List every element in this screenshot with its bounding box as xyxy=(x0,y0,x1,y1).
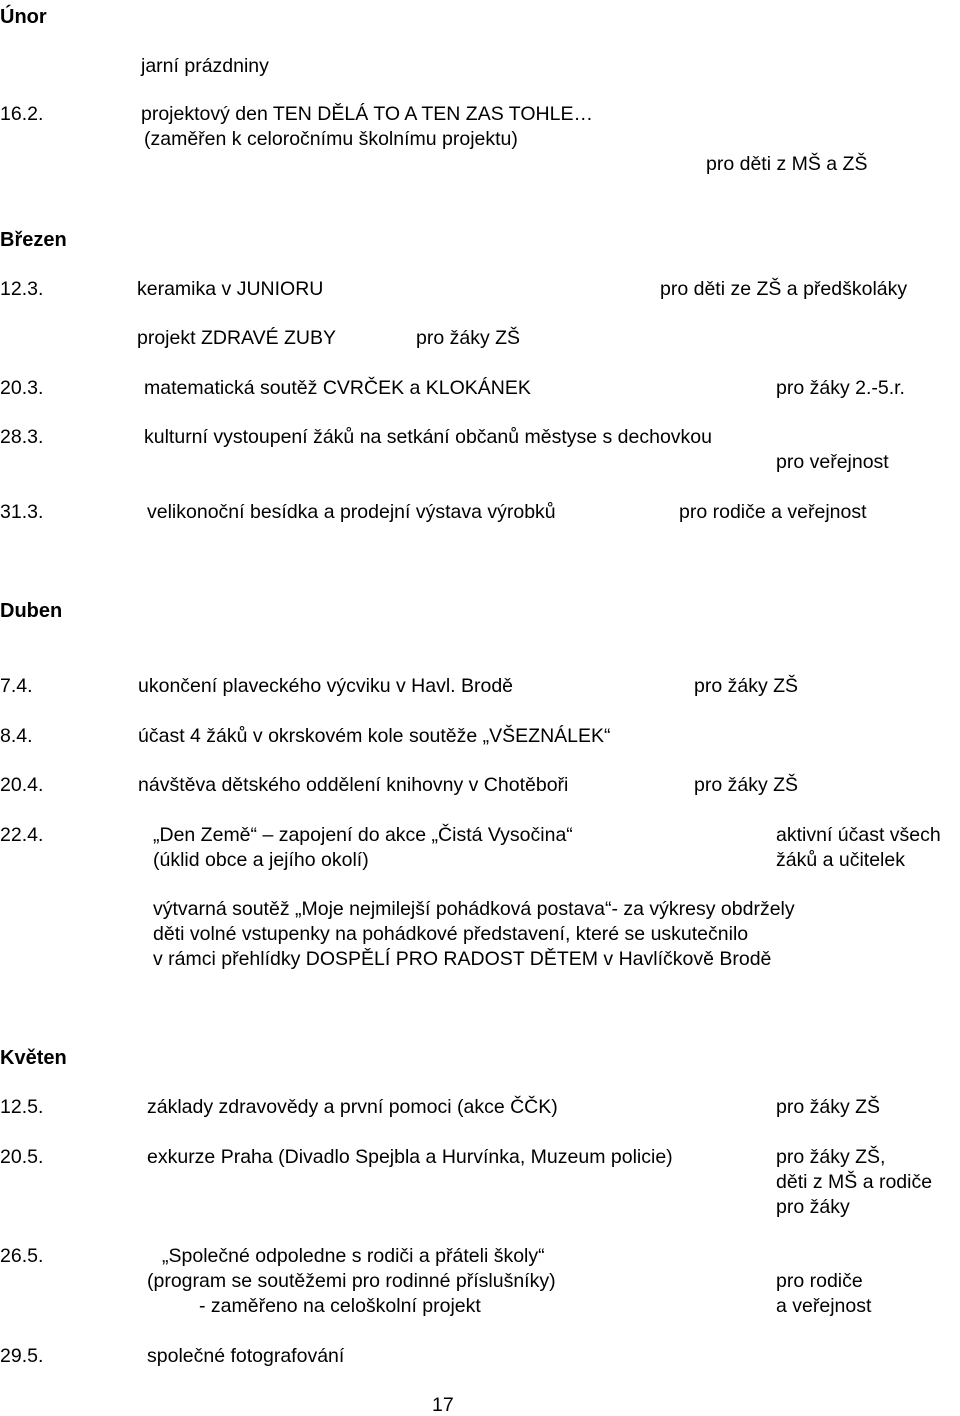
event-text: „Den Země“ – zapojení do akce „Čistá Vysočina“ xyxy=(153,824,573,846)
event-date: 12.3. xyxy=(0,278,44,300)
event-text: keramika v JUNIORU xyxy=(137,278,324,300)
event-target: pro žáky ZŠ xyxy=(776,1096,881,1118)
event-text: (úklid obce a jejího okolí) xyxy=(153,849,369,871)
event-target: pro děti z MŠ a ZŠ xyxy=(706,153,868,175)
event-target: pro žáky ZŠ xyxy=(694,675,799,697)
event-text: - zaměřeno na celoškolní projekt xyxy=(199,1295,481,1317)
event-target: pro veřejnost xyxy=(776,451,889,473)
event-text: (zaměřen k celoročnímu školnímu projektu) xyxy=(144,128,518,150)
event-text: kulturní vystoupení žáků na setkání občanů městyse s dechovkou xyxy=(144,426,712,448)
event-text: (program se soutěžemi pro rodinné příslušníky) xyxy=(147,1270,556,1292)
event-note: výtvarná soutěž „Moje nejmilejší pohádková postava“- za výkresy obdržely xyxy=(153,898,795,920)
event-date: 26.5. xyxy=(0,1245,44,1267)
event-date: 28.3. xyxy=(0,426,44,448)
event-target: děti z MŠ a rodiče xyxy=(776,1171,933,1193)
event-date: 16.2. xyxy=(0,103,44,125)
event-date: 20.5. xyxy=(0,1146,44,1168)
event-text: projekt ZDRAVÉ ZUBY xyxy=(137,327,337,349)
page-number: 17 xyxy=(432,1394,454,1416)
month-heading-duben: Duben xyxy=(0,600,63,622)
event-target: pro rodiče a veřejnost xyxy=(679,501,867,523)
event-date: 20.4. xyxy=(0,774,44,796)
month-heading-kveten: Květen xyxy=(0,1047,67,1069)
month-heading-brezen: Březen xyxy=(0,229,67,251)
event-text: velikonoční besídka a prodejní výstava výrobků xyxy=(147,501,556,523)
event-date: 7.4. xyxy=(0,675,33,697)
event-date: 29.5. xyxy=(0,1345,44,1367)
event-date: 20.3. xyxy=(0,377,44,399)
event-target: aktivní účast všech xyxy=(776,824,941,846)
event-text: společné fotografování xyxy=(147,1345,345,1367)
event-text: ukončení plaveckého výcviku v Havl. Brodě xyxy=(138,675,514,697)
event-text: základy zdravovědy a první pomoci (akce ČČK) xyxy=(147,1096,558,1118)
event-target: pro žáky ZŠ, xyxy=(776,1146,886,1168)
event-note: v rámci přehlídky DOSPĚLÍ PRO RADOST DĚTEM v Havlíčkově Brodě xyxy=(153,948,772,970)
event-date: 12.5. xyxy=(0,1096,44,1118)
event-text: účast 4 žáků v okrskovém kole soutěže „VŠEZNÁLEK“ xyxy=(138,725,611,747)
event-text: jarní prázdniny xyxy=(141,55,269,77)
event-target: pro rodiče xyxy=(776,1270,863,1292)
event-text: návštěva dětského oddělení knihovny v Chotěboři xyxy=(138,774,569,796)
event-text: „Společné odpoledne s rodiči a přáteli školy“ xyxy=(162,1245,545,1267)
event-target: pro žáky xyxy=(776,1196,850,1218)
event-note: děti volné vstupenky na pohádkové představení, které se uskutečnilo xyxy=(153,923,749,945)
event-target: pro děti ze ZŠ a předškoláky xyxy=(660,278,908,300)
event-target: a veřejnost xyxy=(776,1295,872,1317)
event-text: projektový den TEN DĚLÁ TO A TEN ZAS TOHLE… xyxy=(141,103,593,125)
event-text: exkurze Praha (Divadlo Spejbla a Hurvínka, Muzeum policie) xyxy=(147,1146,673,1168)
event-target: pro žáky ZŠ xyxy=(694,774,799,796)
event-date: 31.3. xyxy=(0,501,44,523)
event-target: pro žáky 2.-5.r. xyxy=(776,377,905,399)
event-text: matematická soutěž CVRČEK a KLOKÁNEK xyxy=(144,377,531,399)
event-target: žáků a učitelek xyxy=(776,849,905,871)
month-heading-unor: Únor xyxy=(0,6,47,28)
event-target: pro žáky ZŠ xyxy=(416,327,521,349)
event-date: 8.4. xyxy=(0,725,33,747)
event-date: 22.4. xyxy=(0,824,44,846)
